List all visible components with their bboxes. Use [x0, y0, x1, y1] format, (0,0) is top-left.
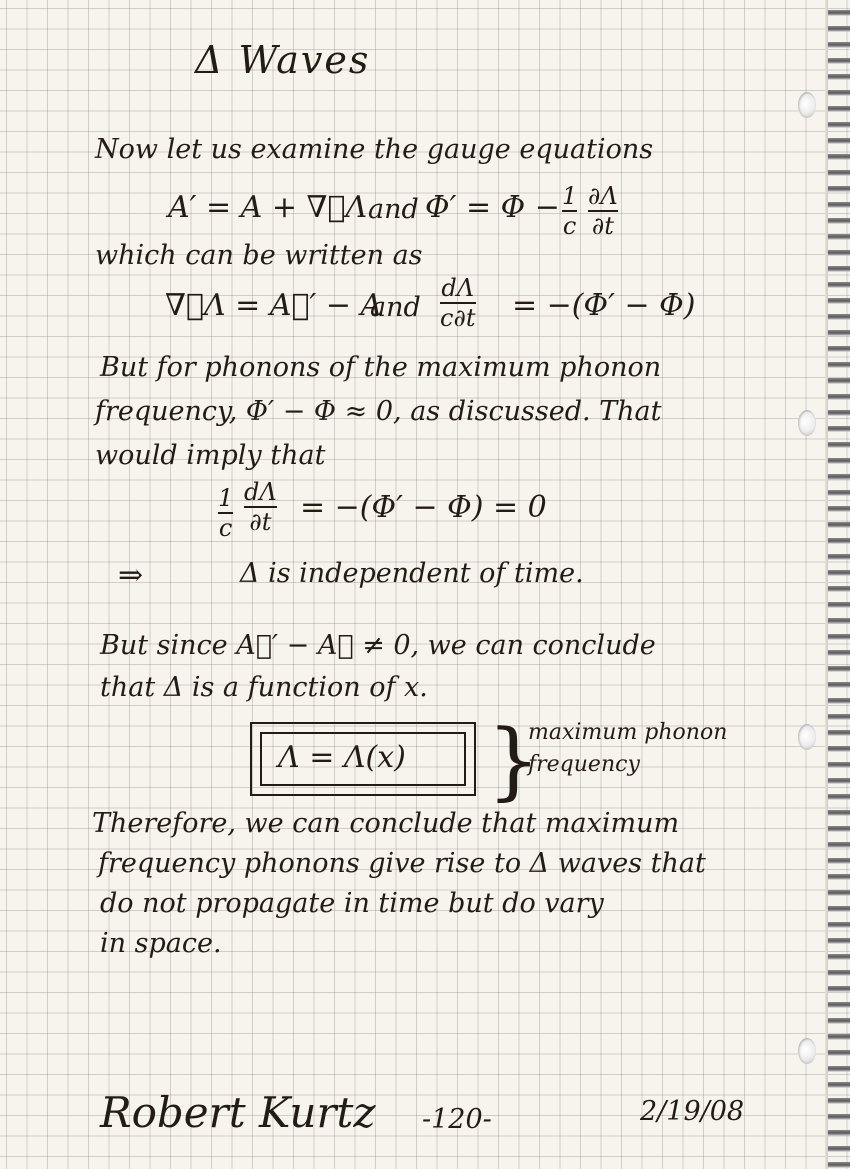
text-line-8: that Δ is a function of x.: [100, 672, 428, 703]
eq2-and: and: [370, 292, 421, 323]
signature: Robert Kurtz: [100, 1088, 376, 1137]
curly-brace: }: [487, 711, 541, 809]
text-line-2: which can be written as: [95, 240, 423, 271]
text-line-7: But since A⃗′ − A⃗ ≠ 0, we can conclude: [100, 630, 656, 661]
fraction-numerator: dΛ: [441, 274, 475, 302]
eq1-fraction-1: [562, 184, 577, 238]
text-line-9: Therefore, we can conclude that maximum: [92, 808, 680, 839]
page-title: Δ Waves: [195, 38, 371, 82]
spiral-binding: [828, 0, 850, 1169]
text-line-5: would imply that: [95, 440, 326, 471]
binder-hole: [798, 410, 816, 436]
text-line-3: But for phonons of the maximum phonon: [100, 352, 662, 383]
fraction-denominator: c∂t: [440, 304, 476, 332]
binder-hole: [798, 1038, 816, 1064]
eq1-fraction-2: [588, 184, 618, 238]
fraction-numerator: 1: [218, 484, 234, 512]
binder-hole: [798, 724, 816, 750]
gauge-eq-vector: A′ = A + ∇⃗Λ: [168, 190, 368, 225]
fraction-denominator: c: [562, 212, 577, 240]
eq3-fraction-1: [218, 486, 233, 540]
fraction-denominator: c: [218, 514, 233, 542]
binder-hole: [798, 92, 816, 118]
fraction-numerator: ∂Λ: [588, 182, 618, 210]
side-note-line-1: maximum phonon: [528, 720, 728, 745]
text-line-12: in space.: [100, 928, 222, 959]
text-line-1: Now let us examine the gauge equations: [95, 134, 654, 165]
text-line-10: frequency phonons give rise to Δ waves that: [98, 848, 706, 879]
fraction-denominator: ∂t: [249, 508, 272, 536]
text-line-4: frequency, Φ′ − Φ ≈ 0, as discussed. That: [95, 396, 662, 427]
implies-arrow: ⇒: [118, 558, 144, 593]
page-number: -120-: [422, 1104, 492, 1135]
side-note-line-2: frequency: [528, 752, 640, 777]
fraction-numerator: dΛ: [244, 478, 277, 506]
fraction-denominator: ∂t: [591, 212, 614, 240]
text-line-6: Δ is independent of time.: [240, 558, 584, 589]
rewritten-eq-scalar: = −(Φ′ − Φ): [512, 288, 696, 323]
eq1-and: and: [368, 194, 419, 225]
boxed-equation: Λ = Λ(x): [278, 740, 406, 775]
eq3-result: = −(Φ′ − Φ) = 0: [300, 490, 547, 525]
date: 2/19/08: [640, 1096, 745, 1127]
rewritten-eq-vector: ∇⃗Λ = A⃗′ − A: [165, 288, 383, 323]
eq3-fraction-2: [244, 480, 277, 534]
gauge-eq-scalar: Φ′ = Φ −: [425, 190, 560, 225]
eq2-fraction: [440, 276, 476, 330]
fraction-numerator: 1: [562, 182, 578, 210]
text-line-11: do not propagate in time but do vary: [100, 888, 604, 919]
